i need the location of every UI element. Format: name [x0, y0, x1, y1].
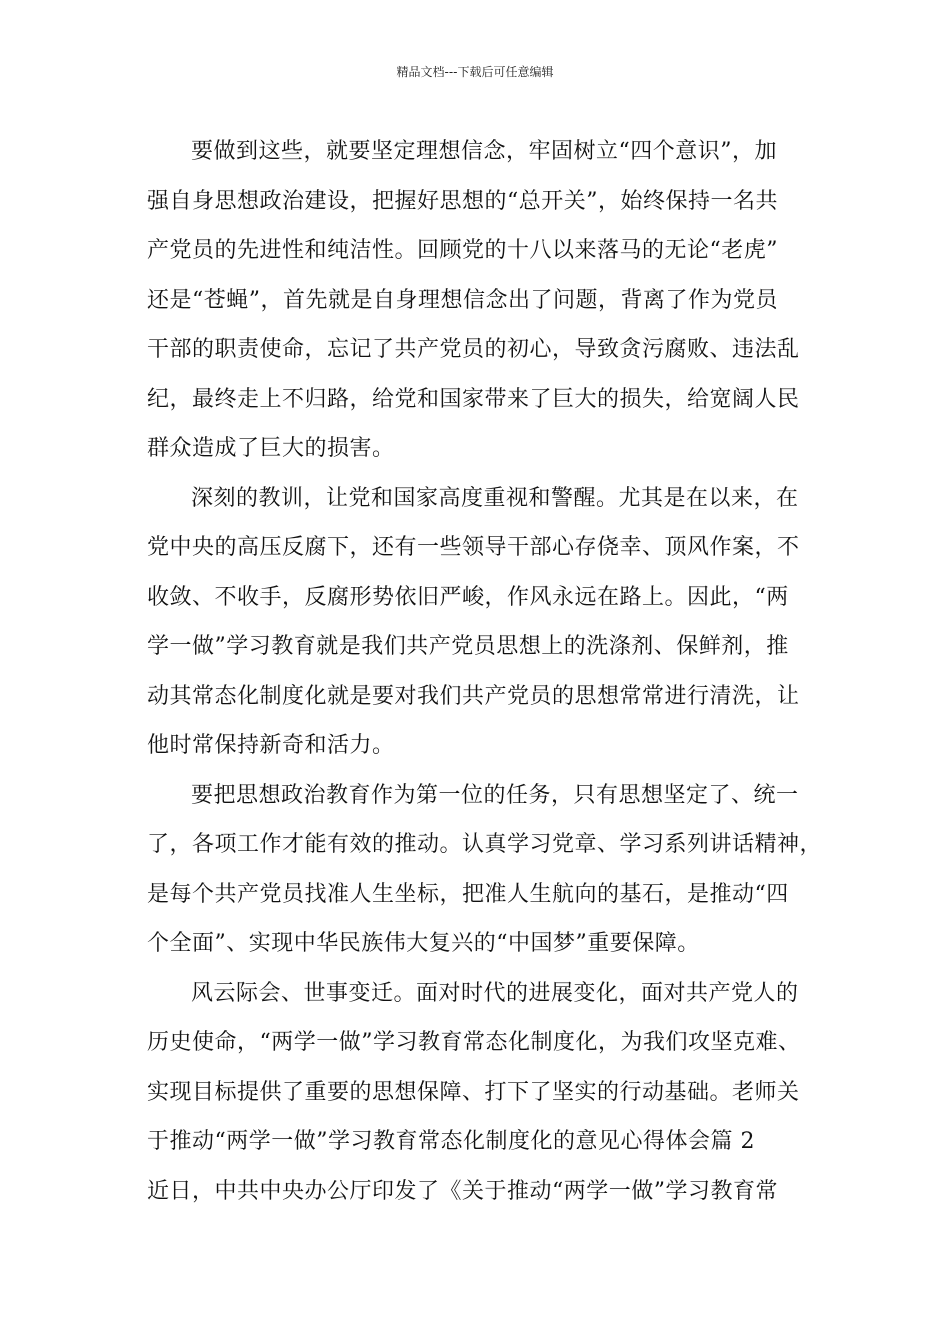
- document-body: [147, 133, 823, 1222]
- paragraph-line: 是每个共产党员找准人生坐标，把准人生航向的基石，是推动“四: [147, 881, 789, 907]
- paragraph-line: 历史使命，“两学一做”学习教育常态化制度化，为我们攻坚克难、: [147, 1030, 801, 1055]
- paragraph-line: 个全面”、实现中华民族伟大复兴的“中国梦”重要保障。: [147, 931, 700, 956]
- paragraph-line: 干部的职责使命，忘记了共产党员的初心，导致贪污腐败、违法乱: [147, 337, 800, 362]
- paragraph-line: 学一做”学习教育就是我们共产党员思想上的洗涤剂、保鲜剂，推: [147, 634, 789, 659]
- paragraph-line: 收敛、不收手，反腐形势依旧严峻，作风永远在路上。因此，“两: [147, 584, 789, 610]
- paragraph-line: 实现目标提供了重要的思想保障、打下了坚实的行动基础。老师关: [147, 1079, 800, 1105]
- paragraph-line: 强自身思想政治建设，把握好思想的“总开关”，始终保持一名共: [147, 188, 778, 214]
- paragraph-line: 纪，最终走上不归路，给党和国家带来了巨大的损失，给宽阔人民: [147, 386, 800, 412]
- paragraph-line: 群众造成了巨大的损害。: [147, 436, 395, 461]
- paragraph-line: 他时常保持新奇和活力。: [147, 733, 395, 758]
- paragraph-line: 风云际会、世事变迁。面对时代的进展变化，面对共产党人的: [191, 980, 799, 1006]
- paragraph-line: 于推动“两学一做”学习教育常态化制度化的意见心得体会篇 2: [147, 1129, 755, 1154]
- paragraph-line: 党中央的高压反腐下，还有一些领导干部心存侥幸、顶风作案，不: [147, 535, 800, 560]
- paragraph-line: 了，各项工作才能有效的推动。认真学习党章、学习系列讲话精神，: [147, 832, 823, 857]
- paragraph-line: 近日，中共中央办公厅印发了《关于推动“两学一做”学习教育常: [147, 1178, 778, 1204]
- paragraph-line: 要做到这些，就要坚定理想信念，牢固树立“四个意识”，加: [191, 139, 777, 164]
- paragraph-line: 还是“苍蝇”，首先就是自身理想信念出了问题，背离了作为党员: [147, 287, 778, 313]
- paragraph-line: 要把思想政治教育作为第一位的任务，只有思想坚定了、统一: [191, 782, 799, 808]
- paragraph-line: 产党员的先进性和纯洁性。回顾党的十八以来落马的无论“老虎”: [147, 238, 778, 263]
- paragraph-line: 深刻的教训，让党和国家高度重视和警醒。尤其是在以来，在: [191, 485, 799, 511]
- paragraph-line: 动其常态化制度化就是要对我们共产党员的思想常常进行清洗，让: [147, 683, 800, 709]
- page-header: 精品文档---下载后可任意编辑: [396, 65, 554, 79]
